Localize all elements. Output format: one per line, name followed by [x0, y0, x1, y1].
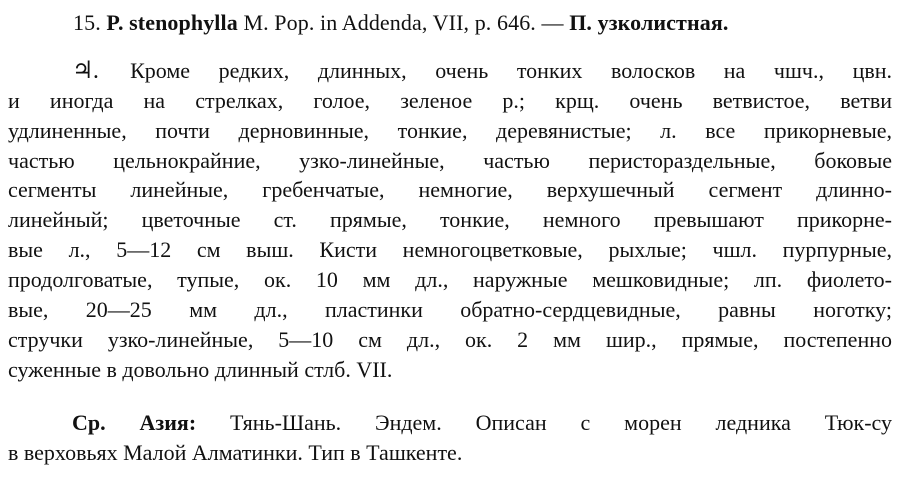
- distribution-region: Ср. Азия:: [72, 410, 197, 435]
- description-line: продолговатые, тупые, ок. 10 мм дл., наружные мешковидные; лп. фиолето-: [8, 267, 892, 292]
- description-line: удлиненные, почти дерновинные, тонкие, деревянистые; л. все прикорневые,: [8, 118, 892, 143]
- description-line: частью цельнокрайние, узко-линейные, частью перистораздельные, боковые: [8, 148, 892, 173]
- species-number: 15.: [73, 10, 101, 35]
- distribution-line: Ср. Азия: Тянь-Шань. Эндем. Описан с морен ледника Тюк-су: [72, 410, 892, 435]
- species-russian-name: П. узколистная.: [569, 10, 729, 35]
- species-author-reference: M. Pop. in Addenda, VII, p. 646. —: [243, 10, 564, 35]
- description-line: и иногда на стрелках, голое, зеленое р.; крщ. очень ветвистое, ветви: [8, 88, 892, 113]
- description-line: сегменты линейные, гребенчатые, немногие, верхушечный сегмент длинно-: [8, 177, 892, 202]
- species-heading: [73, 8, 897, 38]
- perennial-symbol: ♃.: [72, 58, 100, 84]
- description-line: ♃. Кроме редких, длинных, очень тонких волосков на чшч., цвн.: [72, 58, 892, 84]
- description-line: вые л., 5—12 см выш. Кисти немногоцветковые, рыхлые; чшл. пурпурные,: [8, 237, 892, 262]
- description-line: стручки узко-линейные, 5—10 см дл., ок. 2 мм шир., прямые, постепенно: [8, 327, 892, 352]
- description-line: вые, 20—25 мм дл., пластинки обратно-сердцевидные, равны ноготку;: [8, 297, 892, 322]
- description-line: линейный; цветочные ст. прямые, тонкие, немного превышают прикорне-: [8, 207, 892, 232]
- species-latin-name: P. stenophylla: [106, 10, 238, 35]
- distribution-line: в верховьях Малой Алматинки. Тип в Ташкенте.: [8, 440, 463, 465]
- description-line: суженные в довольно длинный стлб. VII.: [8, 357, 393, 382]
